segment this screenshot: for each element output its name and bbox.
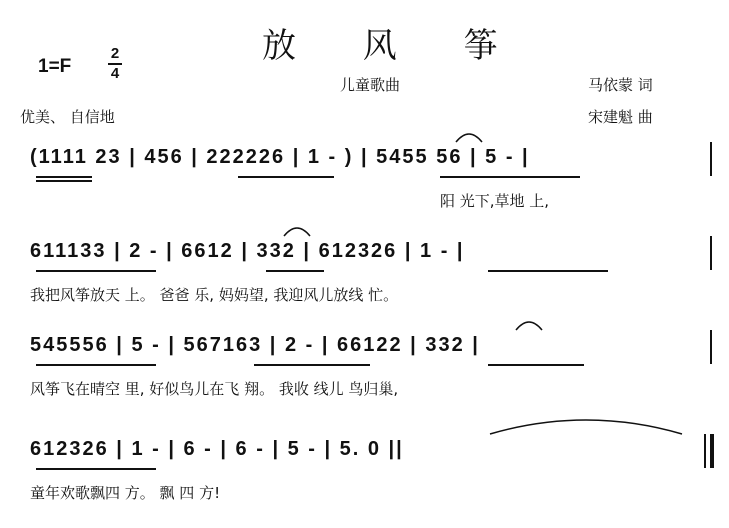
beam-underline [266,270,324,272]
song-title: 放 风 筝 [262,26,526,66]
score-system-3 [0,334,729,414]
slur-mark [454,128,484,144]
beam-underline [488,364,584,366]
song-genre: 儿童歌曲 [340,76,401,94]
slur-mark [514,316,544,332]
expression-marking: 优美、 自信地 [20,108,115,126]
beam-underline [488,270,608,272]
beam-underline [254,364,370,366]
lyrics-line-3: 风筝飞在晴空 里, 好似鸟儿在飞 翔。 我收 线儿 鸟归巢, [30,380,399,398]
tie-mark [486,412,686,436]
beam-underline [36,468,156,470]
notation-line-2: 611133 | 2 - | 6612 | 332 | 612326 | 1 - | [30,240,465,262]
final-barline-thick [710,434,714,468]
notation-line-3: 545556 | 5 - | 567163 | 2 - | 66122 | 332 | [30,334,480,356]
composer-credit: 宋建魁 曲 [588,108,653,126]
notation-line-4: 612326 | 1 - | 6 - | 6 - | 5 - | 5. 0 || [30,438,404,460]
system-end-barline [710,330,712,364]
score-system-1 [0,146,729,226]
final-barline-thin [704,434,706,468]
lyricist-credit: 马依蒙 词 [588,76,653,94]
system-end-barline [710,236,712,270]
beam-underline [36,180,92,182]
score-system-4 [0,438,729,518]
beam-underline [36,270,156,272]
lyrics-line-1: 阳 光下,草地 上, [440,192,550,210]
time-signature-numerator: 2 [110,45,120,62]
lyrics-line-2: 我把风筝放天 上。 爸爸 乐, 妈妈望, 我迎风儿放线 忙。 [30,286,399,304]
lyrics-line-4: 童年欢歌飘四 方。 飘 四 方! [30,484,221,502]
beam-underline [238,176,334,178]
key-signature: 1=F [38,56,72,77]
beam-underline [36,364,156,366]
beam-underline [440,176,580,178]
time-signature [108,46,122,82]
system-end-barline [710,142,712,176]
slur-mark [282,222,312,238]
time-signature-denominator: 4 [110,65,120,82]
score-system-2 [0,240,729,320]
notation-line-1: (1111 23 | 456 | 222226 | 1 - ) | 5455 56 | 5 - | [30,146,530,168]
beam-underline [36,176,92,178]
